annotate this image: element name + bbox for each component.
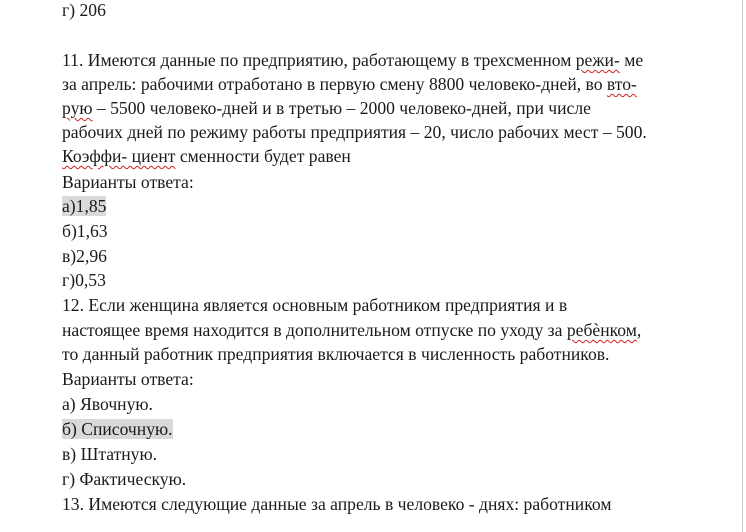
q12-option-b-selected: б) Списочную. <box>62 419 173 439</box>
prev-answer: г) 206 <box>62 0 106 20</box>
q11-line-2 <box>62 74 637 94</box>
q12-option-a: а) Явочную. <box>62 394 153 414</box>
q11-option-c: в)2,96 <box>62 246 107 266</box>
q12-option-c: в) Штатную. <box>62 444 158 464</box>
q11-line-1 <box>62 50 643 70</box>
q11-line-4: рабочих дней по режиму работы предприятия – 20, число рабочих мест – 500. <box>62 122 647 142</box>
q12-line-2-text: настоящее время находится в дополнительном отпуске по уходу за <box>62 320 567 340</box>
q11-option-a-selected: а)1,85 <box>62 196 107 216</box>
q11-answers-label: Варианты ответа: <box>62 172 194 192</box>
q13-line-1: 13. Имеются следующие данные за апрель в человеко - днях: работником <box>62 494 612 514</box>
q11-line-5 <box>62 146 351 166</box>
spellcheck-mark: Коэффи- циент <box>62 146 176 166</box>
q11-option-b: б)1,63 <box>62 221 108 241</box>
spellcheck-mark: режи- <box>575 50 620 70</box>
spellcheck-mark: рую <box>62 98 93 118</box>
q11-option-d: г)0,53 <box>62 270 106 290</box>
q11-line-3-text: – 5500 человеко-дней и в третью – 2000 человеко-дней, при числе <box>92 98 591 118</box>
q12-option-b <box>62 419 173 439</box>
q12-line-2 <box>62 320 641 340</box>
q12-option-d: г) Фактическую. <box>62 469 187 489</box>
spellcheck-mark: ребѐнком <box>566 320 637 340</box>
q11-line-1-text: 11. Имеются данные по предприятию, работающему в трехсменном <box>62 50 576 70</box>
spellcheck-mark: вто- <box>606 74 637 94</box>
q11-line-3 <box>62 98 591 118</box>
q11-line-2-text: за апрель: рабочими отработано в первую смену 8800 человеко-дней, во <box>62 74 607 94</box>
q12-line-2-end: , <box>636 320 642 340</box>
q12-answers-label: Варианты ответа: <box>62 369 194 389</box>
q11-option-a <box>62 196 106 216</box>
page-edge <box>742 0 743 532</box>
q11-line-1-end: ме <box>619 50 644 70</box>
q12-line-1: 12. Если женщина является основным работником предприятия и в <box>62 295 568 315</box>
q11-line-5-text: сменности будет равен <box>175 146 351 166</box>
q12-line-3: то данный работник предприятия включается в численность работников. <box>62 344 610 364</box>
